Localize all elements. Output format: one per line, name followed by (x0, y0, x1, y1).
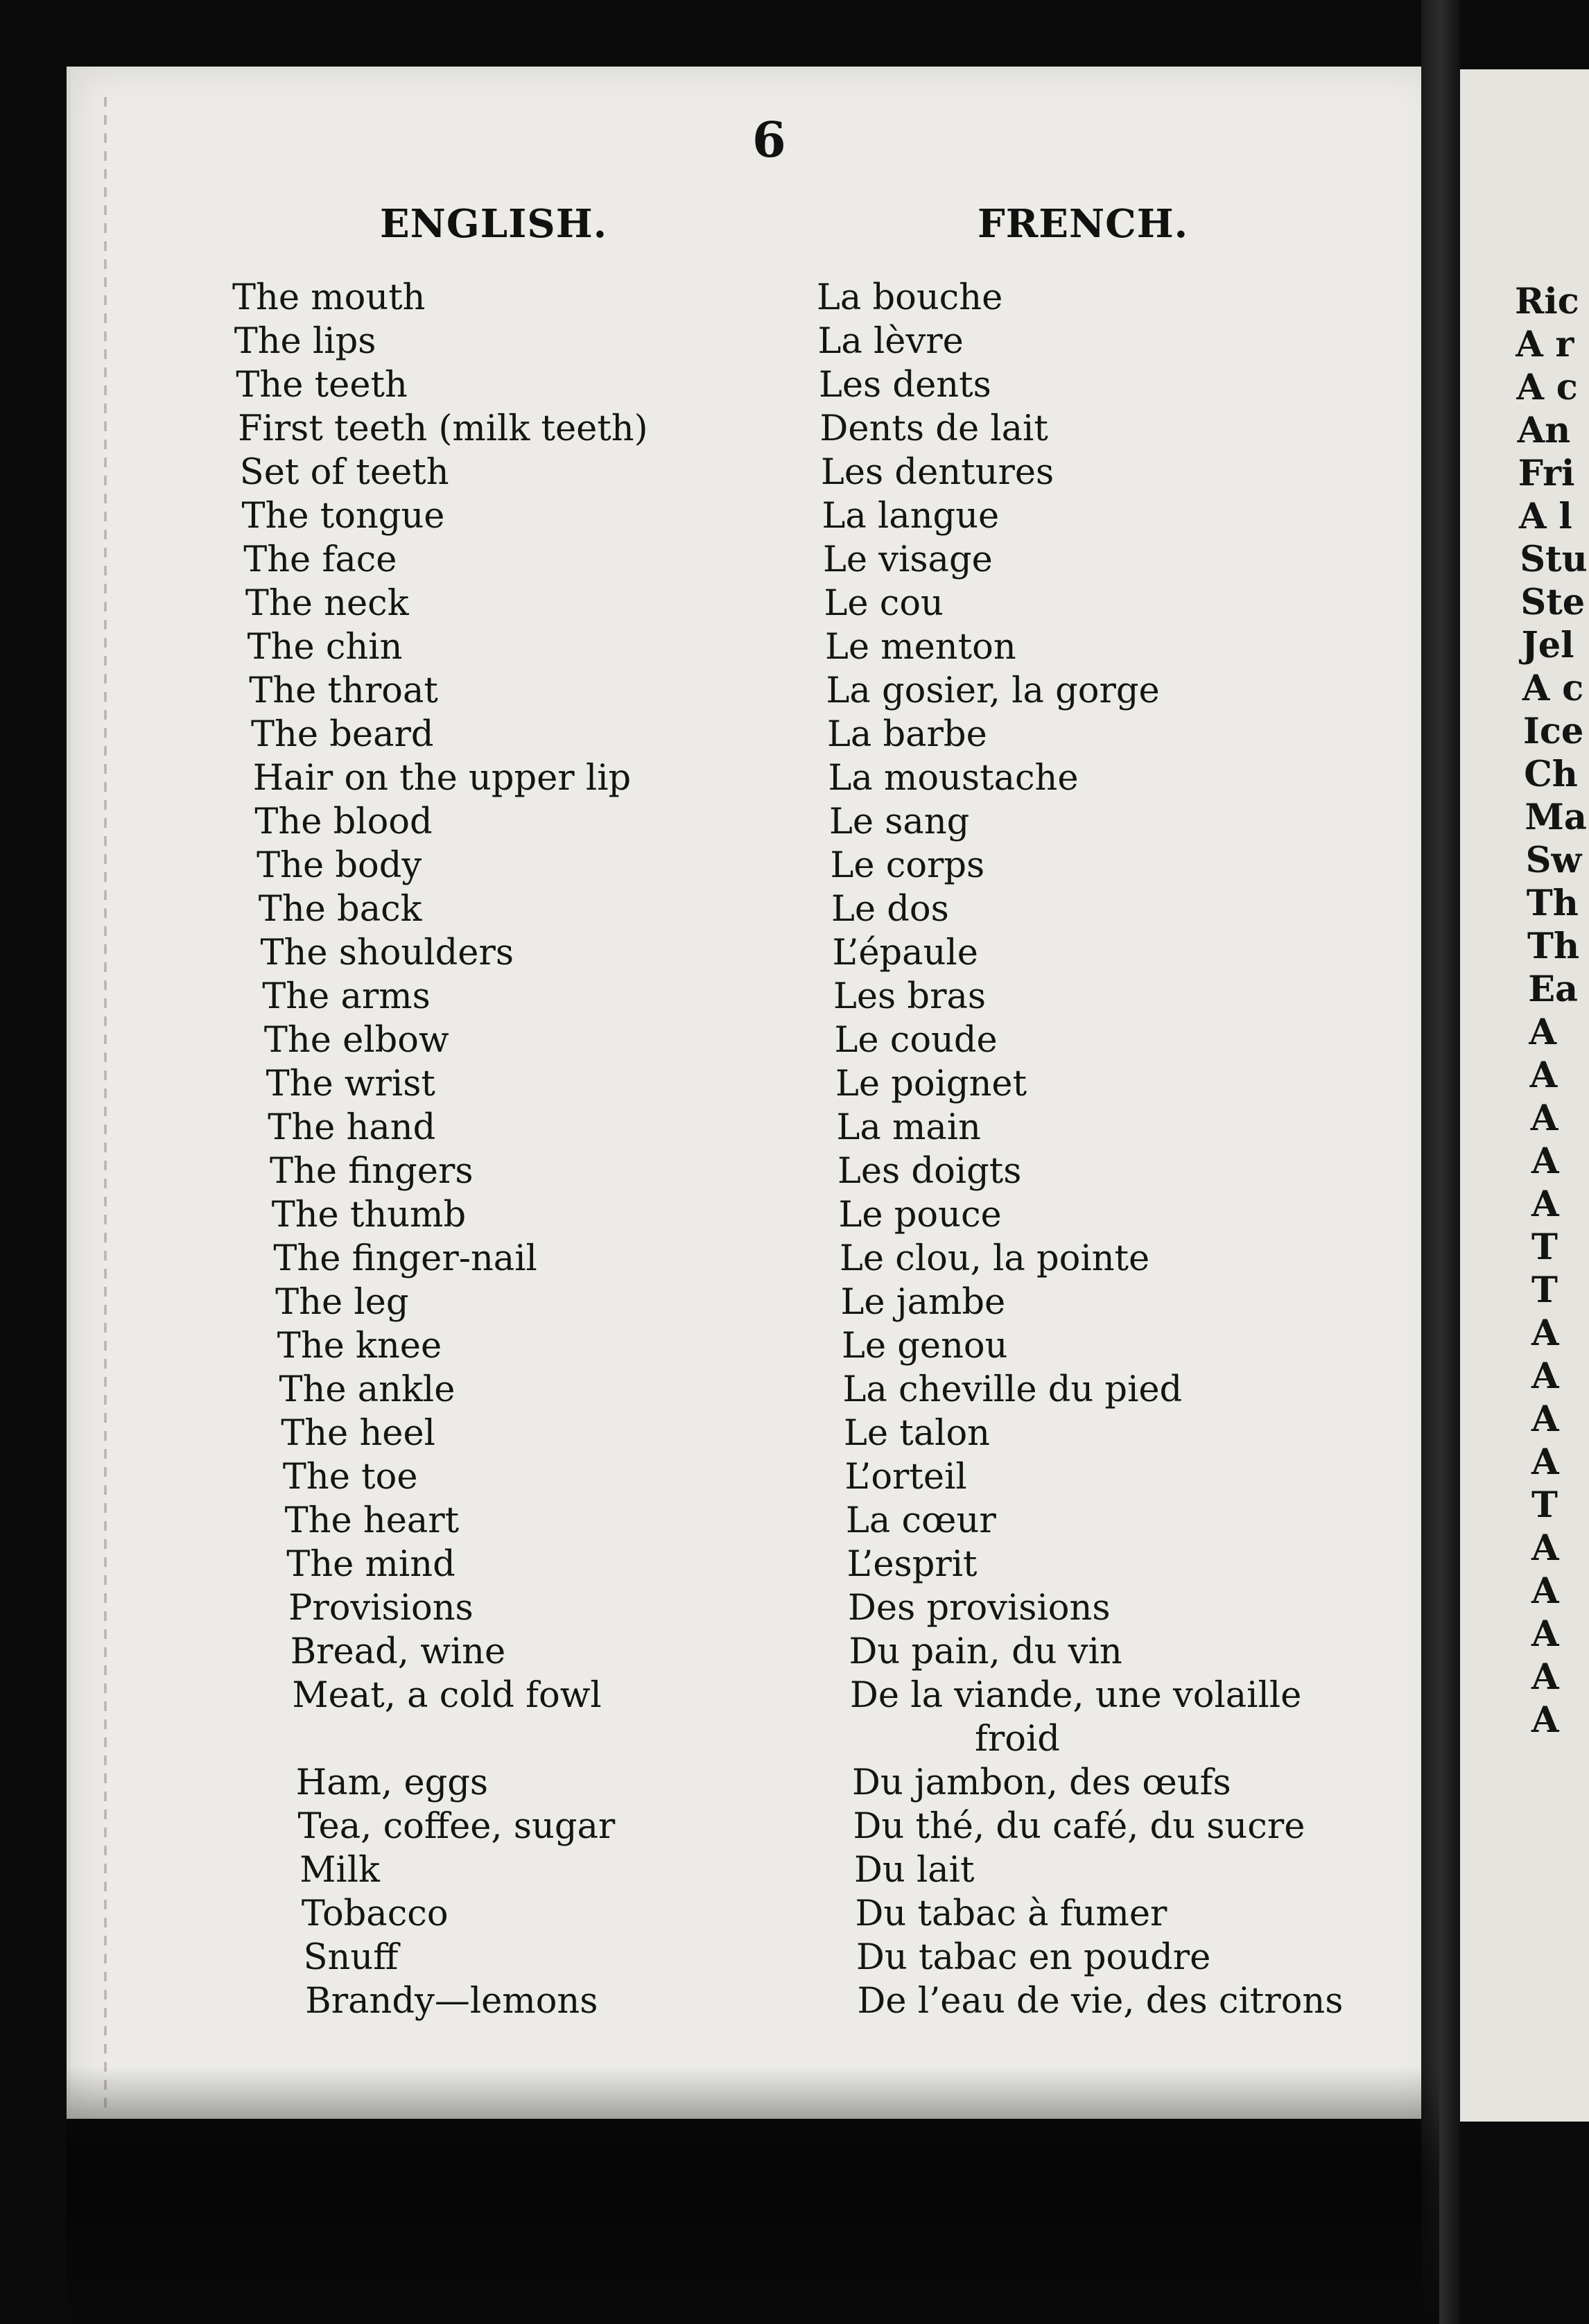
english-term: The arms (262, 976, 431, 1017)
french-term: Du pain, du vin (849, 1631, 1122, 1672)
vocabulary-row (0, 1762, 1387, 1805)
vocabulary-row (0, 1326, 1387, 1369)
facing-page-fragment: Ice (1523, 711, 1584, 752)
english-term: Bread, wine (290, 1631, 506, 1672)
vocabulary-row (0, 1588, 1387, 1631)
facing-page-fragment: An (1517, 410, 1571, 451)
english-term: The mind (286, 1544, 455, 1585)
vocabulary-row (0, 976, 1387, 1019)
english-term: The blood (254, 801, 433, 842)
facing-page-fragment: Fri (1518, 453, 1575, 494)
vocabulary-row (0, 1413, 1387, 1456)
french-term: La main (836, 1107, 981, 1148)
vocabulary-row (0, 1369, 1387, 1412)
facing-page-fragment: A (1531, 1570, 1559, 1612)
french-term: Le menton (825, 627, 1016, 668)
english-term: The elbow (263, 1020, 449, 1061)
french-term: Les dentures (821, 452, 1054, 493)
english-term: Tea, coffee, sugar (297, 1806, 616, 1847)
book-spine (1421, 0, 1460, 2324)
facing-page-fragment: A (1531, 1355, 1559, 1397)
facing-page-fragment: T (1531, 1269, 1558, 1311)
english-term: Hair on the upper lip (252, 758, 632, 799)
french-term: Le sang (829, 801, 970, 842)
english-term: The heel (281, 1413, 435, 1454)
facing-page-fragment: Ea (1528, 969, 1579, 1010)
french-term: Le talon (844, 1413, 991, 1454)
french-term: Du tabac à fumer (855, 1893, 1167, 1934)
facing-page-fragment: A c (1522, 668, 1584, 709)
facing-page-fragment: A (1529, 1055, 1558, 1096)
facing-page-fragment: Th (1526, 883, 1579, 924)
english-term: The throat (249, 670, 438, 711)
french-term: Le coude (834, 1020, 998, 1061)
page-bottom-shadow (67, 2066, 1439, 2324)
english-term: The shoulders (260, 933, 514, 973)
facing-page-fragment: A (1530, 1098, 1558, 1139)
english-term: The neck (245, 583, 409, 624)
facing-page-fragment: Ric (1515, 281, 1579, 322)
facing-page-fragment: Sw (1525, 840, 1582, 881)
facing-page-fragment: A (1531, 1398, 1559, 1440)
vocabulary-row (0, 933, 1387, 975)
vocabulary-row (0, 1195, 1387, 1238)
english-term: The hand (268, 1107, 436, 1148)
french-term: Le dos (831, 889, 949, 930)
vocabulary-row (0, 408, 1387, 451)
english-term: Snuff (303, 1937, 399, 1978)
vocabulary-row (0, 1675, 1387, 1718)
english-term: The ankle (279, 1369, 455, 1410)
english-term: The heart (284, 1500, 460, 1541)
french-column-header: FRENCH. (978, 201, 1189, 247)
english-term: The knee (277, 1326, 442, 1367)
english-term: Tobacco (301, 1893, 449, 1934)
vocabulary-row (0, 583, 1387, 626)
facing-page-fragment: A r (1516, 324, 1574, 365)
french-term: La moustache (828, 758, 1079, 799)
facing-page-fragment: A (1529, 1012, 1556, 1053)
english-term: Set of teeth (239, 452, 449, 493)
french-term: Les dents (819, 365, 991, 406)
vocabulary-row (0, 1064, 1387, 1107)
french-term: Les doigts (837, 1151, 1022, 1192)
french-term: Le corps (830, 845, 985, 886)
facing-page-fragment: Ste (1520, 582, 1586, 623)
english-term: The lips (234, 321, 376, 362)
french-term-continuation: froid (975, 1719, 1060, 1760)
english-term: First teeth (milk teeth) (238, 408, 648, 449)
english-term: The beard (251, 714, 434, 755)
french-term: Les bras (833, 976, 987, 1017)
french-term: Du tabac en poudre (856, 1937, 1211, 1978)
french-term: De l’eau de vie, des citrons (857, 1981, 1344, 2022)
english-term: The chin (247, 627, 403, 668)
vocabulary-row (0, 1937, 1387, 1980)
french-term: La lèvre (817, 321, 964, 362)
vocabulary-row (0, 1544, 1387, 1587)
french-term: La langue (822, 496, 1000, 537)
vocabulary-row (0, 1282, 1387, 1325)
vocabulary-row (0, 452, 1387, 495)
vocabulary-row (0, 1500, 1387, 1543)
facing-page-fragment: Ma (1525, 797, 1587, 838)
french-term: Des provisions (848, 1588, 1111, 1629)
english-term: The wrist (266, 1064, 435, 1104)
english-term: The teeth (236, 365, 408, 406)
french-term: Dents de lait (819, 408, 1048, 449)
facing-page-fragment: Jel (1521, 625, 1574, 666)
facing-page-fragment: A (1531, 1527, 1559, 1569)
french-term: La cœur (846, 1500, 996, 1541)
vocabulary-row (0, 321, 1387, 364)
facing-page-fragment: A (1531, 1699, 1559, 1741)
vocabulary-row (0, 496, 1387, 539)
facing-page-fragment: T (1531, 1484, 1558, 1526)
vocabulary-row (0, 845, 1387, 888)
page-number: 6 (752, 111, 786, 168)
vocabulary-row (0, 889, 1387, 932)
english-term: The leg (275, 1282, 409, 1323)
english-term: Ham, eggs (295, 1762, 489, 1803)
vocabulary-row (0, 277, 1387, 320)
vocabulary-row (0, 1981, 1387, 2024)
french-term: De la viande, une volaille (850, 1675, 1302, 1716)
french-term: Du thé, du café, du sucre (853, 1806, 1305, 1847)
facing-page-fragment: A l (1519, 496, 1572, 537)
french-term: Le cou (824, 583, 944, 624)
french-term: La barbe (827, 714, 987, 755)
vocabulary-row (0, 627, 1387, 670)
french-term: Le pouce (838, 1195, 1002, 1235)
facing-page-fragment: Stu (1520, 539, 1588, 580)
french-term: L’esprit (846, 1544, 978, 1585)
facing-page-fragment: A (1531, 1656, 1559, 1698)
french-term: Du jambon, des œufs (852, 1762, 1231, 1803)
facing-page-fragment: A (1531, 1613, 1559, 1655)
english-term: Provisions (288, 1588, 474, 1629)
english-term: The back (258, 889, 422, 930)
facing-page-fragment: A (1531, 1183, 1559, 1225)
vocabulary-row (0, 670, 1387, 713)
french-term: Le genou (842, 1326, 1008, 1367)
french-term: L’épaule (832, 933, 978, 973)
english-term: The finger-nail (273, 1238, 537, 1279)
french-term: Le poignet (835, 1064, 1027, 1104)
french-term: L’orteil (844, 1457, 967, 1498)
vocabulary-row (0, 1850, 1387, 1893)
english-term: Meat, a cold fowl (292, 1675, 602, 1716)
vocabulary-row (0, 1457, 1387, 1500)
french-term: La bouche (817, 277, 1003, 318)
english-term: The mouth (232, 277, 426, 318)
english-term: The fingers (270, 1151, 474, 1192)
english-term: Milk (299, 1850, 380, 1891)
vocabulary-row (0, 1238, 1387, 1281)
vocabulary-row (0, 1893, 1387, 1936)
english-term: The body (257, 845, 422, 886)
facing-page-fragment: A (1531, 1312, 1559, 1354)
facing-page-fragment: T (1531, 1226, 1558, 1268)
english-term: Brandy—lemons (305, 1981, 598, 2022)
vocabulary-row (0, 758, 1387, 801)
vocabulary-row (0, 801, 1387, 844)
french-term: La cheville du pied (842, 1369, 1183, 1410)
vocabulary-row (0, 365, 1387, 408)
vocabulary-row (0, 1631, 1387, 1674)
facing-page-fragment: A (1531, 1441, 1559, 1483)
english-term: The thumb (271, 1195, 467, 1235)
french-term: Du lait (854, 1850, 975, 1891)
vocabulary-row (0, 539, 1387, 582)
english-term: The face (243, 539, 397, 580)
english-term: The toe (282, 1457, 418, 1498)
facing-page-fragment: A (1531, 1141, 1559, 1182)
vocabulary-row (0, 714, 1387, 757)
facing-page-fragment: Th (1527, 926, 1580, 967)
facing-page-fragment: Ch (1524, 754, 1578, 795)
vocabulary-row (0, 1806, 1387, 1849)
vocabulary-row (0, 1020, 1387, 1063)
vocabulary-row (0, 1107, 1387, 1150)
facing-page-fragment: A c (1516, 367, 1578, 408)
french-term: La gosier, la gorge (826, 670, 1160, 711)
vocabulary-row (0, 1151, 1387, 1194)
french-term: Le clou, la pointe (840, 1238, 1150, 1279)
english-term: The tongue (241, 496, 445, 537)
english-column-header: ENGLISH. (380, 201, 608, 247)
french-term: Le jambe (840, 1282, 1006, 1323)
french-term: Le visage (823, 539, 993, 580)
